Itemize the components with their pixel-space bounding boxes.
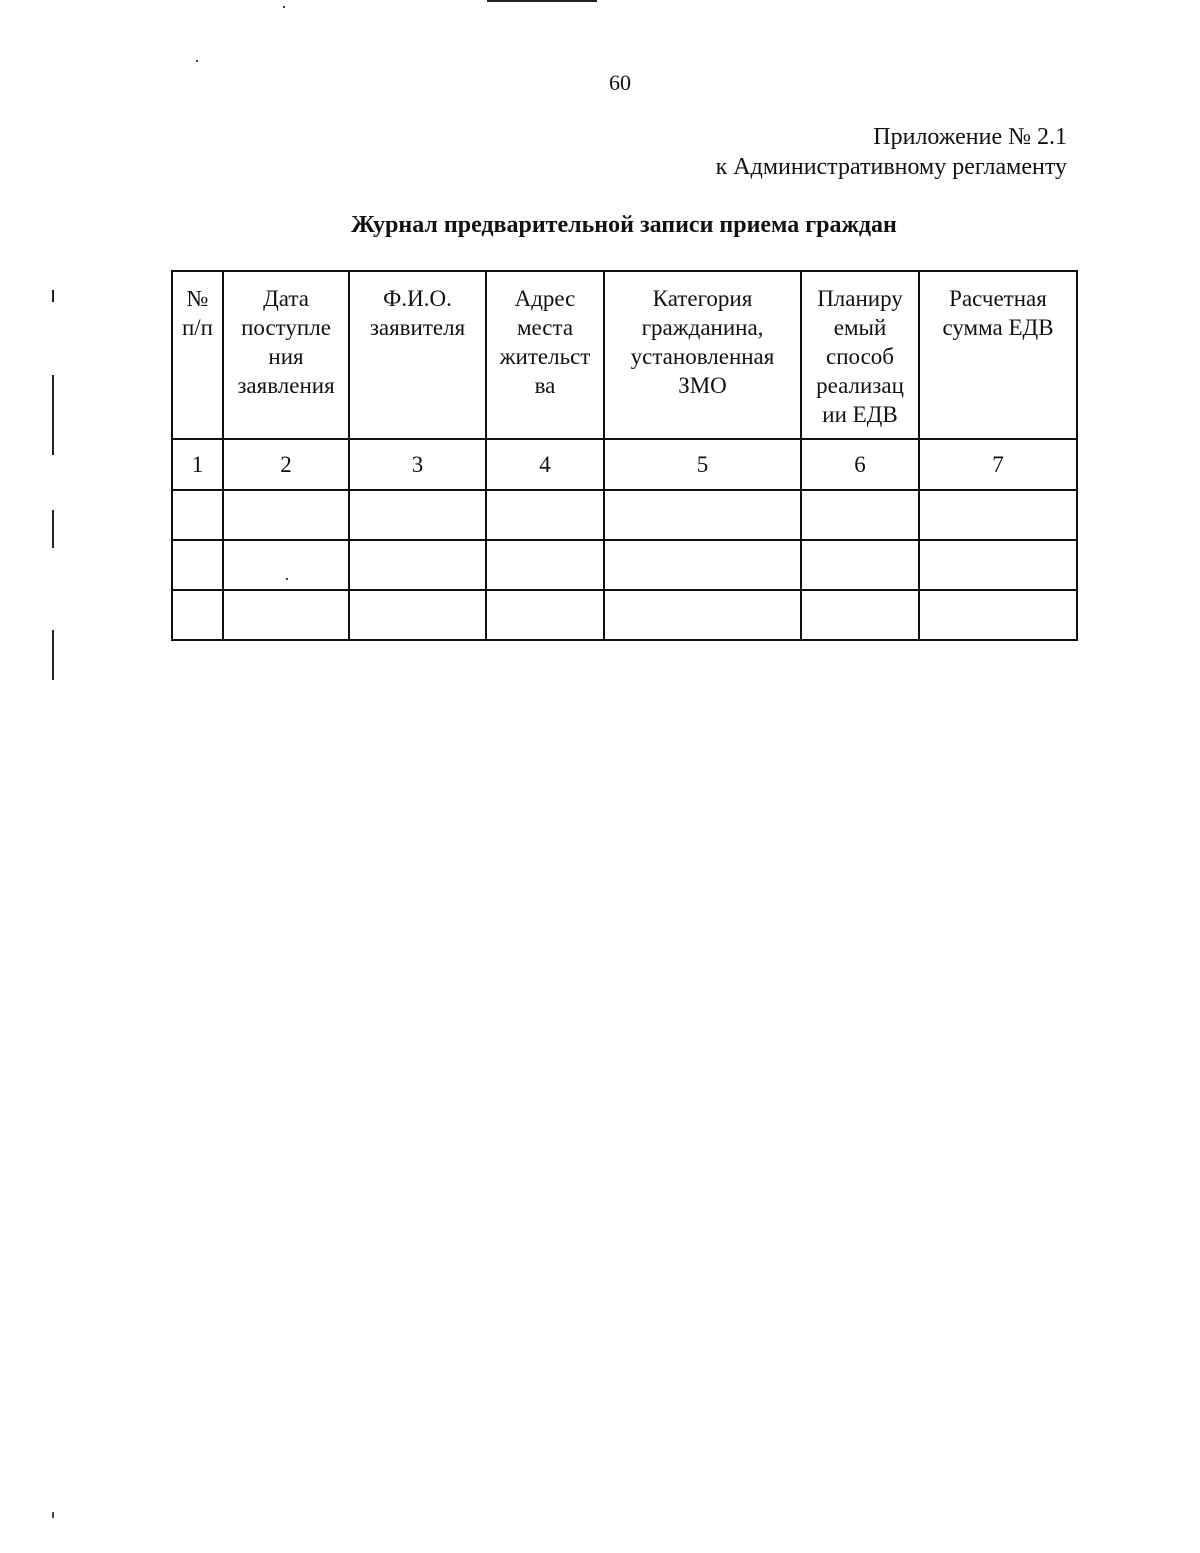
column-header-line: ЗМО (678, 373, 727, 398)
column-header (172, 271, 223, 439)
column-header (919, 271, 1077, 439)
scan-artifact-line (487, 0, 597, 2)
scan-artifact-dot (283, 6, 285, 8)
column-header-line: заявления (237, 373, 335, 398)
table-cell (349, 490, 486, 540)
scan-artifact-mark (52, 290, 54, 302)
table-cell (172, 490, 223, 540)
column-number-row (172, 439, 1077, 490)
column-number-cell: 1 (172, 439, 223, 490)
table-cell (349, 590, 486, 640)
appendix-reference (716, 122, 1067, 182)
table-cell (223, 490, 349, 540)
scan-artifact-mark (52, 630, 54, 680)
column-number-cell: 7 (919, 439, 1077, 490)
column-header-line: гражданина, (641, 315, 764, 340)
column-header-line: № (186, 286, 209, 311)
column-header (349, 271, 486, 439)
appendix-number: Приложение № 2.1 (873, 124, 1067, 150)
column-header-line: реализац (816, 373, 904, 398)
column-header-line: ии ЕДВ (822, 402, 898, 427)
table-row (172, 490, 1077, 540)
table-cell (486, 540, 604, 590)
journal-table (171, 270, 1078, 641)
column-header-line: Расчетная (949, 286, 1047, 311)
column-number-cell: 3 (349, 439, 486, 490)
table-cell (801, 590, 919, 640)
table-cell (801, 540, 919, 590)
document-title: Журнал предварительной записи приема граждан (351, 212, 897, 238)
table-cell (486, 590, 604, 640)
table-cell (919, 590, 1077, 640)
column-number-cell: 6 (801, 439, 919, 490)
column-header (223, 271, 349, 439)
column-header-line: Категория (652, 286, 753, 311)
table-row (172, 590, 1077, 640)
column-header-line: Адрес (514, 286, 576, 311)
page-number: 60 (609, 70, 631, 95)
table-cell (919, 490, 1077, 540)
column-header (604, 271, 801, 439)
column-header-line: ния (268, 344, 304, 369)
column-header (801, 271, 919, 439)
table-cell (223, 540, 349, 590)
column-header-line: Ф.И.О. (383, 286, 452, 311)
column-header-line: п/п (181, 315, 213, 340)
table-cell (604, 590, 801, 640)
column-header (486, 271, 604, 439)
table-cell (919, 540, 1077, 590)
column-header-line: Дата (263, 286, 309, 311)
scan-artifact-dot (52, 1512, 54, 1518)
column-number-cell: 5 (604, 439, 801, 490)
column-header-line: поступле (241, 315, 331, 340)
scan-artifact-mark (52, 375, 54, 455)
column-number-cell: 4 (486, 439, 604, 490)
table-cell (604, 540, 801, 590)
column-header-line: места (516, 315, 574, 340)
scan-artifact-dot (196, 60, 198, 62)
appendix-regulation: к Административному регламенту (715, 154, 1067, 180)
column-header-line: заявителя (369, 315, 466, 340)
table-header-row (172, 271, 1077, 439)
column-header-line: сумма ЕДВ (942, 315, 1054, 340)
column-header-line: ва (534, 373, 556, 398)
table-cell (486, 490, 604, 540)
column-header-line: Планиру (817, 286, 903, 311)
column-header-line: жительст (499, 344, 591, 369)
table-cell (172, 540, 223, 590)
column-header-line: установленная (630, 344, 775, 369)
column-header-line: емый (833, 315, 887, 340)
table-cell (172, 590, 223, 640)
table-cell (223, 590, 349, 640)
table-row (172, 540, 1077, 590)
column-header-line: способ (825, 344, 894, 369)
scan-artifact-mark (52, 510, 54, 548)
table-cell (604, 490, 801, 540)
table-cell (349, 540, 486, 590)
table-cell (801, 490, 919, 540)
column-number-cell: 2 (223, 439, 349, 490)
